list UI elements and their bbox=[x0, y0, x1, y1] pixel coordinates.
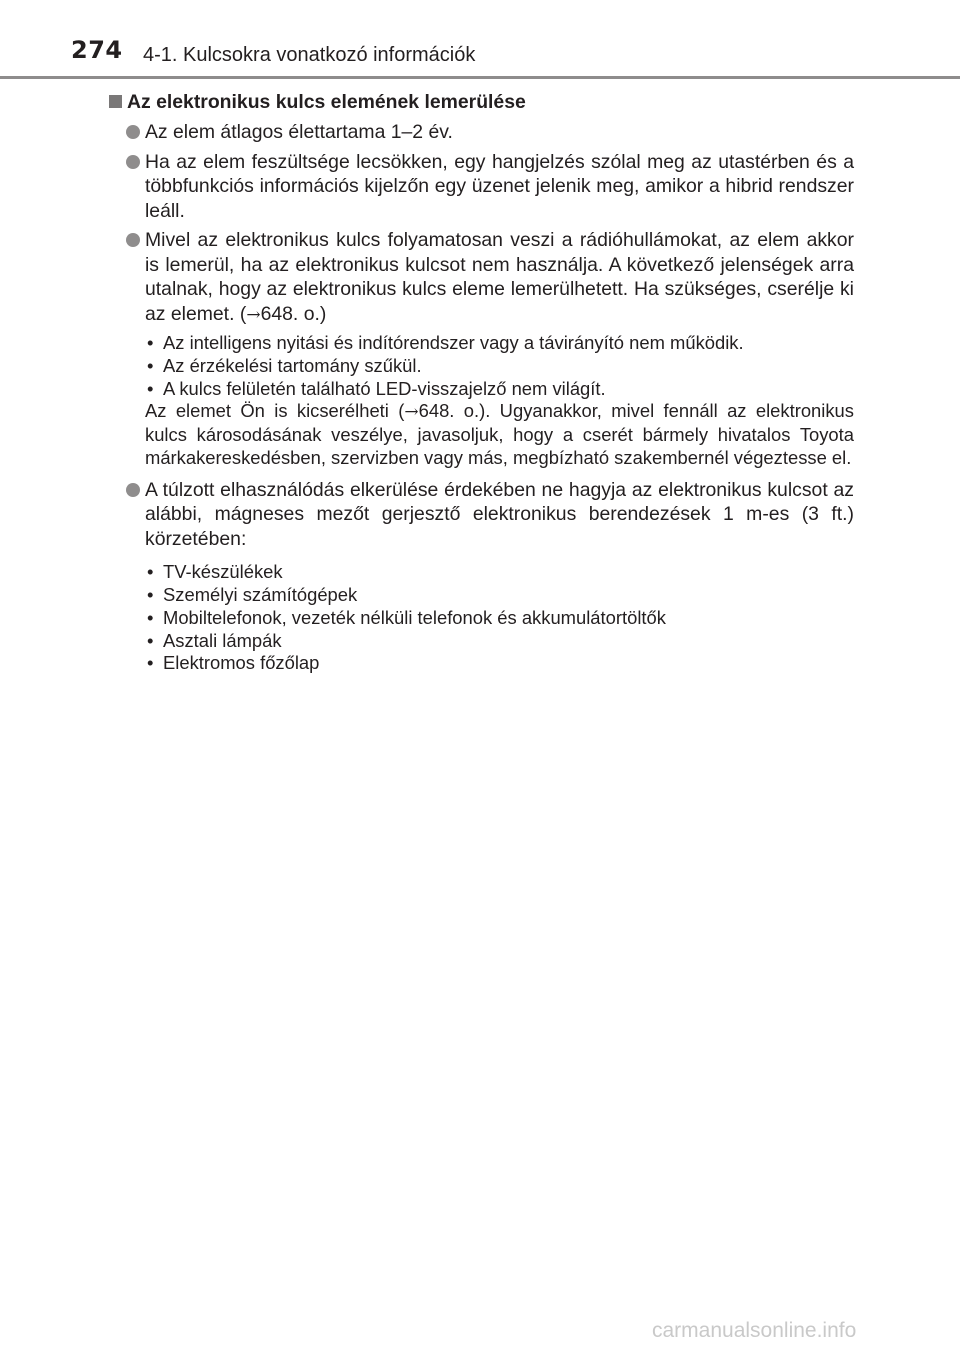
list-item bbox=[108, 228, 854, 327]
list-item bbox=[108, 478, 854, 552]
circle-bullet-icon bbox=[126, 233, 140, 247]
list-item bbox=[108, 120, 854, 145]
arrow-icon: → bbox=[246, 304, 261, 325]
arrow-icon: → bbox=[404, 402, 419, 423]
page-content bbox=[108, 89, 854, 681]
circle-bullet-icon bbox=[126, 483, 140, 497]
item-text: A túlzott elhasználódás elkerülése érdekében ne hagyja az elektronikus kulcsot az alábbi, mágneses mezőt gerjesztő elektronikus berendezések 1 m-es (3 ft.) körzetében: bbox=[145, 478, 854, 550]
header-divider bbox=[0, 76, 960, 79]
watermark: carmanualsonline.info bbox=[652, 1319, 857, 1342]
section-heading-text: Az elektronikus kulcs elemének lemerülése bbox=[127, 91, 526, 113]
chapter-title: 4-1. Kulcsokra vonatkozó információk bbox=[143, 44, 476, 66]
item-text: Ha az elem feszültsége lecsökken, egy hangjelzés szólal meg az utastérben és a többfunkciós információs kijelzőn egy üzenet jelenik meg, amikor a hibrid rendszer leáll. bbox=[145, 150, 854, 222]
device-item: • Elektromos főzőlap bbox=[145, 652, 854, 675]
section-heading bbox=[108, 89, 854, 115]
item-text: Az elem átlagos élettartama 1–2 év. bbox=[145, 121, 453, 143]
square-icon bbox=[109, 95, 122, 108]
symptom-item: • Az intelligens nyitási és indítórendszer vagy a távirányító nem működik. bbox=[145, 332, 854, 355]
item-text: Mivel az elektronikus kulcs folyamatosan veszi a rádióhullámokat, az elem akkor is lemerül, ha az elektronikus kulcsot nem használja. A következő jelenségek arra utalnak, hogy az elektronikus kulcs eleme lemerülhetett. Ha szükséges, cserélje ki az elemet. ( bbox=[145, 229, 854, 325]
note-text: Az elemet Ön is kicserélheti ( bbox=[145, 400, 405, 422]
device-item: • Személyi számítógépek bbox=[145, 584, 854, 607]
page-header bbox=[0, 0, 960, 82]
device-item: • TV-készülékek bbox=[145, 561, 854, 584]
device-item: • Mobiltelefonok, vezeték nélküli telefonok és akkumulátortöltők bbox=[145, 607, 854, 630]
page-reference-link[interactable]: 648. o.). Ugyanakkor, mivel fennáll az elektronikus kulcs károsodásának veszélye, javasoljuk, hogy a cserét bármely hivatalos Toyota márkakereskedésben, szervizben vagy más, megbízható szakembernél végeztesse el. bbox=[145, 400, 854, 468]
symptom-list bbox=[108, 332, 854, 400]
page-reference-link[interactable]: 648. o.) bbox=[260, 302, 327, 325]
symptom-item: • A kulcs felületén található LED-visszajelző nem világít. bbox=[145, 378, 854, 401]
symptom-item: • Az érzékelési tartomány szűkül. bbox=[145, 355, 854, 378]
device-item: • Asztali lámpák bbox=[145, 630, 854, 653]
list-item bbox=[108, 150, 854, 224]
circle-bullet-icon bbox=[126, 125, 140, 139]
device-list bbox=[108, 561, 854, 675]
replacement-note bbox=[108, 400, 854, 469]
circle-bullet-icon bbox=[126, 155, 140, 169]
page-number: 274 bbox=[71, 36, 123, 64]
